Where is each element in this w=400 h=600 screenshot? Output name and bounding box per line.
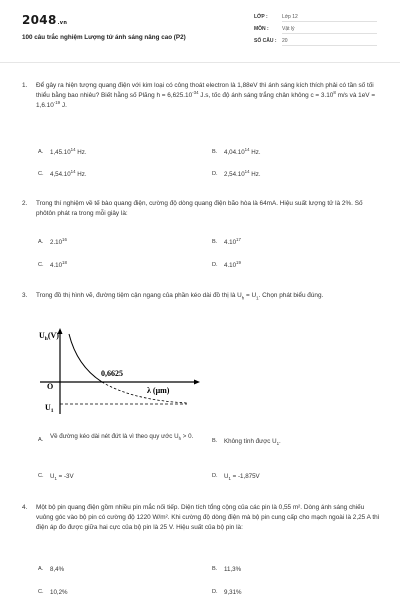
intercept-label: 0,6625 xyxy=(101,369,123,378)
option-letter: B. xyxy=(212,149,218,155)
meta-value-class: Lớp 12 xyxy=(282,14,377,22)
option-text: 9,31% xyxy=(224,589,242,596)
site-logo[interactable] xyxy=(22,13,67,27)
option-text: 8,4% xyxy=(50,566,65,573)
option-letter: D. xyxy=(212,262,218,268)
meta-label-subject: MÔN : xyxy=(254,26,269,32)
x-axis-arrow-icon xyxy=(194,380,200,385)
option-letter: D. xyxy=(212,473,218,479)
option-letter: B. xyxy=(212,566,218,572)
option-text: 2,54.10$^{14}$ Hz. xyxy=(224,168,261,178)
option-text: 4.10$^{19}$ xyxy=(224,259,241,269)
question-3 xyxy=(22,291,382,315)
y-axis-label: $U_h(V)$ xyxy=(39,331,59,342)
curve-extension xyxy=(102,382,187,403)
option-text: Không tính được $U_1$. xyxy=(224,438,281,447)
option-text: Về đường kéo dài nét đứt là vì theo quy ước $U_h > 0$. xyxy=(50,433,194,442)
question-text: Một bộ pin quang điện gồm nhiều pin mắc nối tiếp. Diện tích tổng cộng của các pin là 0,55 m². Dòng ánh sáng chiếu vuông góc vào bộ pin có cường độ 1220 W/m². Khi cường độ dòng điện mà bộ pin cung cấp cho mạch ngoài là 2,25 A thì điện áp đo được giữa hai cực của bộ pin là 25 V. Hiệu suất của bộ pin là: xyxy=(36,504,380,531)
header-divider xyxy=(0,62,400,63)
question-number: 3. xyxy=(22,292,28,299)
question-1 xyxy=(22,81,382,131)
curve-solid xyxy=(69,334,102,382)
option-text: 11,3% xyxy=(224,566,242,573)
question-2 xyxy=(22,199,382,229)
logo-suffix: .vn xyxy=(57,20,68,26)
option-text: $U_1 = -1,875V$ xyxy=(224,473,260,482)
question-text: Trong thí nghiệm về tế bào quang điện, cường độ dòng quang điện bão hòa là 64mA. Hiệu suất lượng tử là 2%. Số phôtôn phát ra trong mỗi giây là: xyxy=(36,200,363,217)
question-4 xyxy=(22,503,382,553)
question-number: 2. xyxy=(22,200,28,207)
option-letter: C. xyxy=(38,589,44,595)
origin-label: O xyxy=(47,382,54,391)
asymptote-label: $U_1$ xyxy=(45,403,54,414)
option-letter: A. xyxy=(38,149,44,155)
meta-value-count: 20 xyxy=(282,38,377,46)
option-letter: C. xyxy=(38,262,44,268)
option-letter: B. xyxy=(212,438,218,444)
option-letter: C. xyxy=(38,473,44,479)
option-text: $U_1 = -3V$ xyxy=(50,473,74,482)
meta-label-class: LỚP : xyxy=(254,14,268,20)
question-text: Trong đồ thị hình vẽ, đường tiệm cận ngang của phần kéo dài đồ thị là $U_h = U_1$. Chọn phát biểu đúng. xyxy=(36,292,324,301)
option-letter: A. xyxy=(38,239,44,245)
page-header xyxy=(0,0,400,66)
logo-text: 2048 xyxy=(22,13,57,27)
option-letter: A. xyxy=(38,566,44,572)
meta-value-subject: Vật lý xyxy=(282,26,377,34)
question-text: Để gây ra hiện tượng quang điện với kim loại có công thoát electron là 1,88eV thì ánh sáng kích thích phải có tần số tối thiểu bằng bao nhiêu? Biết hằng số Plăng $h = 6,625.10^{-34}$ J.s, tốc độ ánh sáng trắng chân không $c = 3.10^8$ m/s và $1eV = 1,6.10^{-19}$ J. xyxy=(36,82,376,109)
option-letter: C. xyxy=(38,171,44,177)
uh-lambda-graph xyxy=(37,326,207,416)
x-axis-label: λ (μm) xyxy=(147,386,170,395)
option-text: 2.10$^{16}$ xyxy=(50,236,67,246)
meta-label-count: SỐ CÂU : xyxy=(254,38,277,44)
option-text: 10,2% xyxy=(50,589,68,596)
document-title: 100 câu trắc nghiệm Lượng tử ánh sáng nâng cao (P2) xyxy=(22,34,186,41)
option-letter: D. xyxy=(212,171,218,177)
option-text: 4,04.10$^{14}$ Hz. xyxy=(224,146,261,156)
option-letter: D. xyxy=(212,589,218,595)
option-letter: A. xyxy=(38,437,44,443)
question-number: 1. xyxy=(22,82,28,89)
option-text: 1,45.10$^{14}$ Hz. xyxy=(50,146,87,156)
option-letter: B. xyxy=(212,239,218,245)
option-text: 4.10$^{17}$ xyxy=(224,236,241,246)
question-number: 4. xyxy=(22,504,28,511)
option-text: 4.10$^{18}$ xyxy=(50,259,67,269)
option-text: 4,54.10$^{14}$ Hz. xyxy=(50,168,87,178)
